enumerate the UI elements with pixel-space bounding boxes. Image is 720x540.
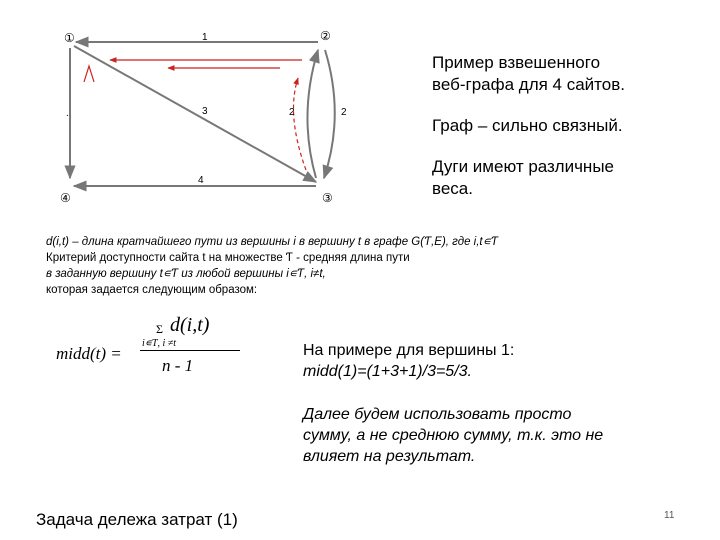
edge-label-left-dot: .: [66, 108, 69, 119]
edge-2-to-3-outer: [324, 50, 335, 178]
node-4: ④: [60, 191, 71, 205]
edge-label-right-inner: 2: [289, 107, 295, 118]
note-line: влияет на результат.: [303, 448, 476, 465]
edge-label-bottom: 4: [198, 175, 204, 186]
page-number: 11: [664, 510, 675, 521]
description-line: Граф – сильно связный.: [432, 116, 623, 135]
web-graph-diagram: [40, 20, 347, 210]
formula-fraction-bar: [140, 350, 240, 351]
definition-line: в заданную вершину t∊Ƭ из любой вершины i∊Ƭ, i≠t,: [46, 268, 326, 280]
formula-subscript: i∊Ƭ, i ≠t: [142, 338, 177, 349]
node-2: ②: [320, 29, 331, 43]
node-1: ①: [64, 31, 75, 45]
description-line: веб-графа для 4 сайтов.: [432, 75, 625, 94]
definition-line: Критерий доступности сайта t на множестве Ƭ - средняя длина пути: [46, 252, 410, 264]
path-highlight-tick: [84, 66, 94, 82]
description-line: Дуги имеют различные: [432, 157, 614, 176]
description-line: Пример взвешенного: [432, 53, 601, 72]
edge-1-to-3: [74, 46, 316, 182]
definition-line: d(i,t) – длина кратчайшего пути из вершины i в вершину t в графе G(Ƭ,E), где i,t∊Ƭ: [46, 236, 498, 248]
formula-sum-sign: Σ: [156, 322, 163, 336]
example-line: На примере для вершины 1:: [303, 342, 515, 359]
node-3: ③: [322, 191, 333, 205]
definition-text: [46, 234, 646, 298]
edge-3-to-2-inner: [307, 50, 318, 178]
midd-formula: [56, 312, 256, 382]
edge-label-right-outer: 2: [341, 107, 347, 118]
note-line: Далее будем использовать просто: [303, 406, 572, 423]
edge-label-top: 1: [202, 32, 208, 43]
note-text: [303, 404, 703, 467]
path-highlight-curve: [294, 78, 307, 170]
description-line: веса.: [432, 179, 473, 198]
example-line: midd(1)=(1+3+1)/3=5/3.: [303, 363, 472, 380]
formula-denominator: n - 1: [162, 356, 194, 375]
definition-line: которая задается следующим образом:: [46, 284, 258, 296]
graph-description: [432, 52, 692, 200]
footer-title: Задача дележа затрат (1): [36, 510, 238, 529]
example-text: [303, 340, 703, 382]
note-line: сумму, а не среднюю сумму, т.к. это не: [303, 427, 604, 444]
formula-numerator: d(i,t): [170, 314, 210, 336]
formula-lhs: midd(t) =: [56, 344, 122, 363]
edge-label-diagonal: 3: [202, 106, 208, 117]
